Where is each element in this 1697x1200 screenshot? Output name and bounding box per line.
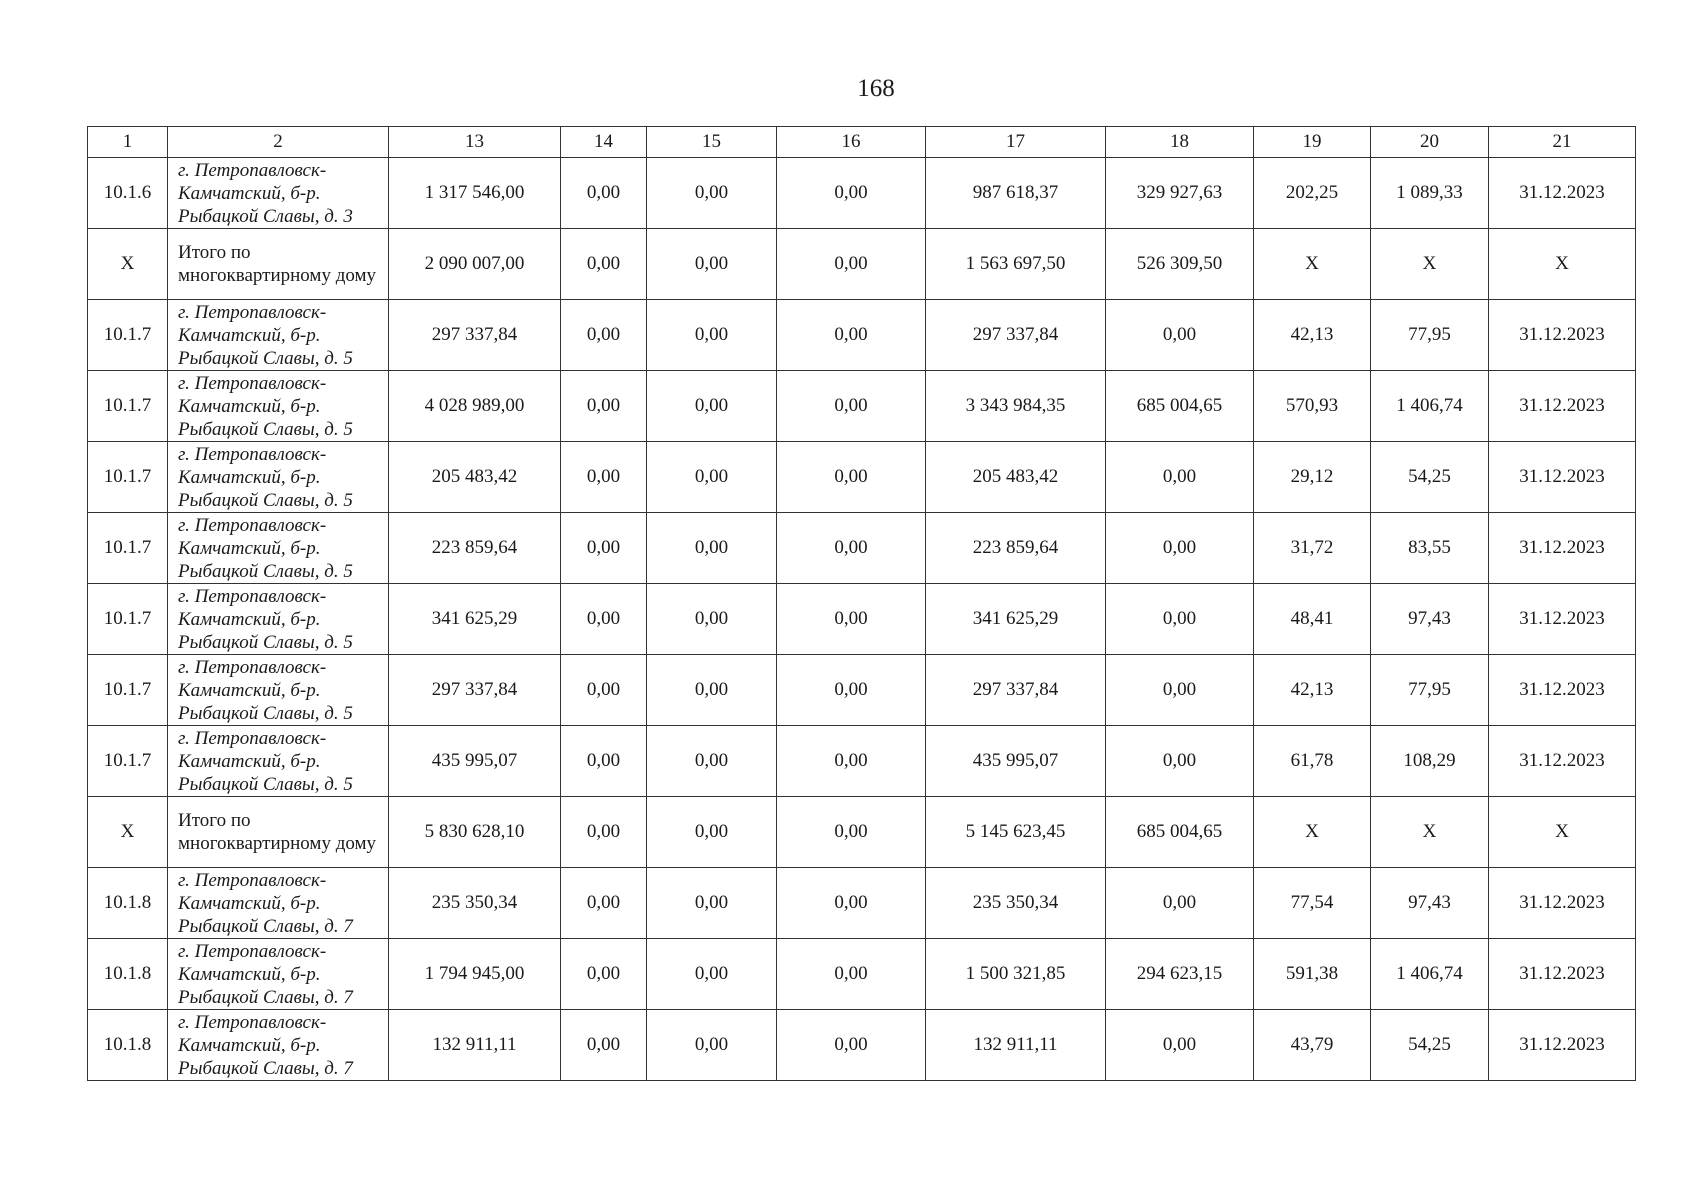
value-cell: 0,00	[777, 797, 926, 868]
value-cell: 132 911,11	[926, 1010, 1106, 1081]
value-cell: 0,00	[1106, 655, 1254, 726]
item-number-cell: 10.1.8	[88, 868, 168, 939]
column-header: 16	[777, 127, 926, 158]
date-cell: X	[1489, 229, 1636, 300]
value-cell: 685 004,65	[1106, 371, 1254, 442]
address-cell: г. Петропавловск-Камчатский, б-р. Рыбацкой Славы, д. 7	[168, 939, 389, 1010]
column-header: 19	[1254, 127, 1371, 158]
value-cell: 294 623,15	[1106, 939, 1254, 1010]
table-row	[88, 1010, 1636, 1081]
date-cell: 31.12.2023	[1489, 1010, 1636, 1081]
value-cell: 591,38	[1254, 939, 1371, 1010]
data-table	[87, 126, 1636, 1081]
value-cell: 0,00	[1106, 726, 1254, 797]
value-cell: 0,00	[561, 868, 647, 939]
value-cell: 0,00	[647, 868, 777, 939]
total-row	[88, 797, 1636, 868]
item-number-cell: 10.1.6	[88, 158, 168, 229]
item-number-cell: X	[88, 229, 168, 300]
address-cell: г. Петропавловск-Камчатский, б-р. Рыбацкой Славы, д. 5	[168, 371, 389, 442]
date-cell: X	[1489, 797, 1636, 868]
value-cell: 0,00	[1106, 442, 1254, 513]
item-number-cell: 10.1.8	[88, 1010, 168, 1081]
value-cell: 987 618,37	[926, 158, 1106, 229]
total-label-cell: Итого по многоквартирному дому	[168, 229, 389, 300]
value-cell: 43,79	[1254, 1010, 1371, 1081]
value-cell: 0,00	[777, 513, 926, 584]
value-cell: 1 406,74	[1371, 939, 1489, 1010]
header-row	[88, 127, 1636, 158]
value-cell: 0,00	[561, 797, 647, 868]
item-number-cell: 10.1.7	[88, 300, 168, 371]
address-cell: г. Петропавловск-Камчатский, б-р. Рыбацкой Славы, д. 5	[168, 726, 389, 797]
value-cell: 329 927,63	[1106, 158, 1254, 229]
value-cell: 5 830 628,10	[389, 797, 561, 868]
table-row	[88, 584, 1636, 655]
value-cell: 205 483,42	[389, 442, 561, 513]
value-cell: X	[1254, 229, 1371, 300]
value-cell: 3 343 984,35	[926, 371, 1106, 442]
value-cell: 435 995,07	[389, 726, 561, 797]
column-header: 1	[88, 127, 168, 158]
value-cell: 0,00	[777, 371, 926, 442]
value-cell: 341 625,29	[926, 584, 1106, 655]
address-cell: г. Петропавловск-Камчатский, б-р. Рыбацкой Славы, д. 5	[168, 655, 389, 726]
value-cell: 223 859,64	[389, 513, 561, 584]
value-cell: 0,00	[777, 229, 926, 300]
value-cell: 0,00	[777, 158, 926, 229]
value-cell: 0,00	[561, 655, 647, 726]
value-cell: 1 563 697,50	[926, 229, 1106, 300]
value-cell: 1 500 321,85	[926, 939, 1106, 1010]
column-header: 17	[926, 127, 1106, 158]
value-cell: 0,00	[561, 1010, 647, 1081]
value-cell: 0,00	[647, 726, 777, 797]
value-cell: 0,00	[1106, 868, 1254, 939]
item-number-cell: X	[88, 797, 168, 868]
value-cell: 0,00	[1106, 300, 1254, 371]
column-header: 13	[389, 127, 561, 158]
column-header: 15	[647, 127, 777, 158]
address-cell: г. Петропавловск-Камчатский, б-р. Рыбацкой Славы, д. 5	[168, 442, 389, 513]
value-cell: 0,00	[561, 513, 647, 584]
value-cell: 1 317 546,00	[389, 158, 561, 229]
value-cell: 0,00	[647, 1010, 777, 1081]
column-header: 18	[1106, 127, 1254, 158]
value-cell: 132 911,11	[389, 1010, 561, 1081]
value-cell: X	[1371, 797, 1489, 868]
value-cell: 0,00	[777, 300, 926, 371]
value-cell: 205 483,42	[926, 442, 1106, 513]
value-cell: 42,13	[1254, 655, 1371, 726]
value-cell: 0,00	[647, 584, 777, 655]
value-cell: 0,00	[647, 229, 777, 300]
item-number-cell: 10.1.7	[88, 726, 168, 797]
date-cell: 31.12.2023	[1489, 442, 1636, 513]
value-cell: 1 406,74	[1371, 371, 1489, 442]
date-cell: 31.12.2023	[1489, 726, 1636, 797]
value-cell: 0,00	[777, 868, 926, 939]
value-cell: 42,13	[1254, 300, 1371, 371]
value-cell: 202,25	[1254, 158, 1371, 229]
value-cell: 297 337,84	[926, 300, 1106, 371]
value-cell: 235 350,34	[389, 868, 561, 939]
value-cell: 0,00	[561, 442, 647, 513]
address-cell: г. Петропавловск-Камчатский, б-р. Рыбацкой Славы, д. 7	[168, 868, 389, 939]
value-cell: 61,78	[1254, 726, 1371, 797]
table-row	[88, 442, 1636, 513]
date-cell: 31.12.2023	[1489, 584, 1636, 655]
item-number-cell: 10.1.7	[88, 442, 168, 513]
item-number-cell: 10.1.7	[88, 371, 168, 442]
value-cell: 0,00	[647, 655, 777, 726]
value-cell: 223 859,64	[926, 513, 1106, 584]
page-number: 168	[857, 75, 895, 102]
value-cell: 97,43	[1371, 868, 1489, 939]
address-cell: г. Петропавловск-Камчатский, б-р. Рыбацкой Славы, д. 5	[168, 584, 389, 655]
value-cell: 77,95	[1371, 655, 1489, 726]
date-cell: 31.12.2023	[1489, 939, 1636, 1010]
address-cell: г. Петропавловск-Камчатский, б-р. Рыбацкой Славы, д. 7	[168, 1010, 389, 1081]
column-header: 21	[1489, 127, 1636, 158]
address-cell: г. Петропавловск-Камчатский, б-р. Рыбацкой Славы, д. 5	[168, 300, 389, 371]
value-cell: 77,54	[1254, 868, 1371, 939]
table-row	[88, 300, 1636, 371]
date-cell: 31.12.2023	[1489, 868, 1636, 939]
value-cell: 0,00	[1106, 513, 1254, 584]
value-cell: X	[1254, 797, 1371, 868]
total-row	[88, 229, 1636, 300]
value-cell: 685 004,65	[1106, 797, 1254, 868]
value-cell: 5 145 623,45	[926, 797, 1106, 868]
table-row	[88, 726, 1636, 797]
address-cell: г. Петропавловск-Камчатский, б-р. Рыбацкой Славы, д. 3	[168, 158, 389, 229]
value-cell: 0,00	[647, 300, 777, 371]
column-header: 20	[1371, 127, 1489, 158]
item-number-cell: 10.1.7	[88, 513, 168, 584]
table-row	[88, 513, 1636, 584]
address-cell: г. Петропавловск-Камчатский, б-р. Рыбацкой Славы, д. 5	[168, 513, 389, 584]
value-cell: 0,00	[1106, 584, 1254, 655]
value-cell: 0,00	[561, 158, 647, 229]
value-cell: 0,00	[777, 726, 926, 797]
value-cell: 0,00	[561, 371, 647, 442]
value-cell: 0,00	[647, 158, 777, 229]
value-cell: 297 337,84	[389, 655, 561, 726]
date-cell: 31.12.2023	[1489, 371, 1636, 442]
date-cell: 31.12.2023	[1489, 300, 1636, 371]
value-cell: 341 625,29	[389, 584, 561, 655]
value-cell: 235 350,34	[926, 868, 1106, 939]
value-cell: 0,00	[561, 939, 647, 1010]
table-row	[88, 158, 1636, 229]
value-cell: 0,00	[561, 229, 647, 300]
table-row	[88, 868, 1636, 939]
value-cell: 297 337,84	[389, 300, 561, 371]
value-cell: 570,93	[1254, 371, 1371, 442]
value-cell: 0,00	[777, 584, 926, 655]
item-number-cell: 10.1.8	[88, 939, 168, 1010]
date-cell: 31.12.2023	[1489, 655, 1636, 726]
item-number-cell: 10.1.7	[88, 584, 168, 655]
value-cell: 31,72	[1254, 513, 1371, 584]
value-cell: 0,00	[777, 442, 926, 513]
value-cell: 1 794 945,00	[389, 939, 561, 1010]
table-body	[88, 158, 1636, 1081]
value-cell: 77,95	[1371, 300, 1489, 371]
value-cell: X	[1371, 229, 1489, 300]
value-cell: 0,00	[1106, 1010, 1254, 1081]
value-cell: 54,25	[1371, 442, 1489, 513]
value-cell: 0,00	[777, 939, 926, 1010]
value-cell: 297 337,84	[926, 655, 1106, 726]
value-cell: 2 090 007,00	[389, 229, 561, 300]
date-cell: 31.12.2023	[1489, 513, 1636, 584]
column-header: 14	[561, 127, 647, 158]
table-row	[88, 939, 1636, 1010]
value-cell: 1 089,33	[1371, 158, 1489, 229]
value-cell: 0,00	[561, 584, 647, 655]
value-cell: 0,00	[647, 797, 777, 868]
value-cell: 29,12	[1254, 442, 1371, 513]
value-cell: 0,00	[647, 513, 777, 584]
value-cell: 435 995,07	[926, 726, 1106, 797]
value-cell: 0,00	[561, 726, 647, 797]
total-label-cell: Итого по многоквартирному дому	[168, 797, 389, 868]
value-cell: 526 309,50	[1106, 229, 1254, 300]
value-cell: 108,29	[1371, 726, 1489, 797]
value-cell: 83,55	[1371, 513, 1489, 584]
value-cell: 0,00	[647, 939, 777, 1010]
value-cell: 0,00	[777, 655, 926, 726]
value-cell: 0,00	[561, 300, 647, 371]
value-cell: 0,00	[777, 1010, 926, 1081]
column-header: 2	[168, 127, 389, 158]
value-cell: 0,00	[647, 442, 777, 513]
table-row	[88, 655, 1636, 726]
value-cell: 97,43	[1371, 584, 1489, 655]
value-cell: 0,00	[647, 371, 777, 442]
value-cell: 4 028 989,00	[389, 371, 561, 442]
date-cell: 31.12.2023	[1489, 158, 1636, 229]
value-cell: 48,41	[1254, 584, 1371, 655]
value-cell: 54,25	[1371, 1010, 1489, 1081]
item-number-cell: 10.1.7	[88, 655, 168, 726]
table-row	[88, 371, 1636, 442]
